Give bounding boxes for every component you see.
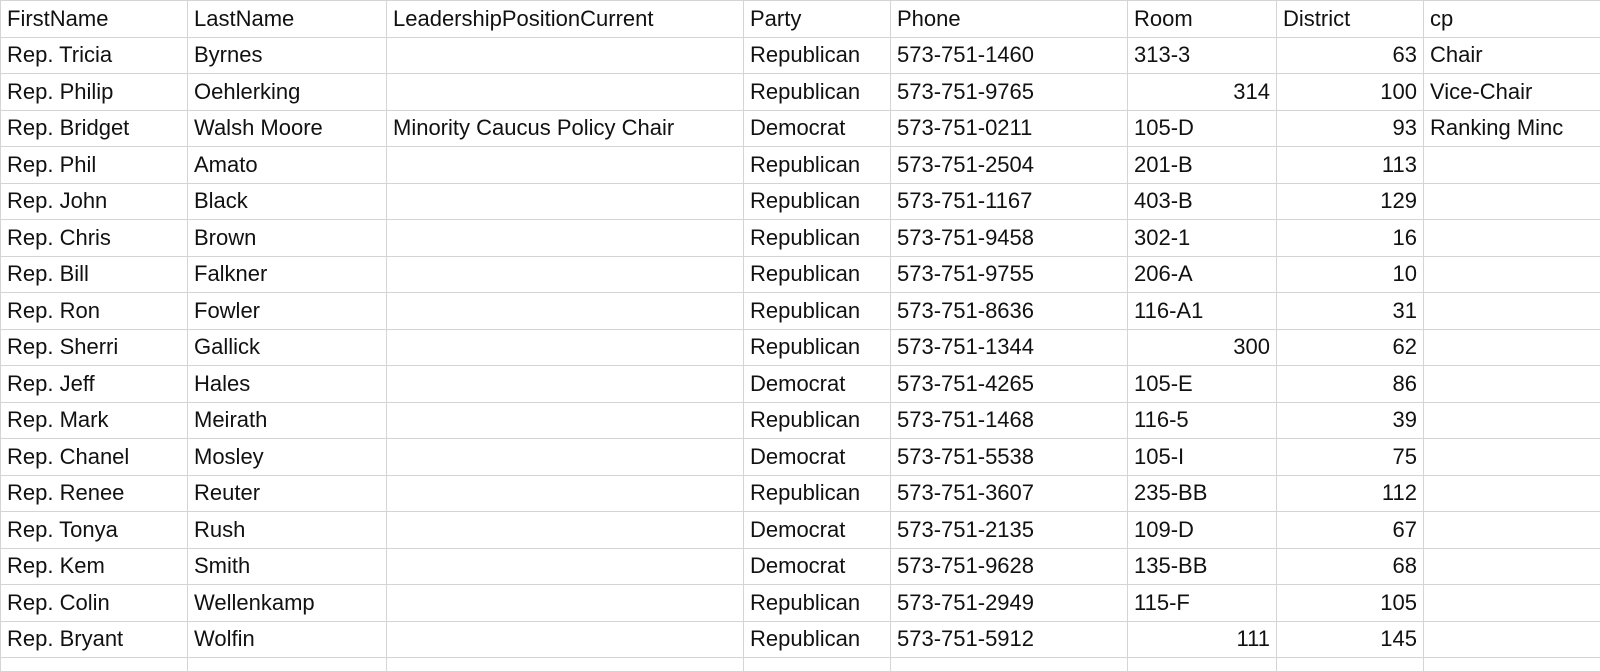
cell-room[interactable]: 235-BB [1128, 475, 1277, 512]
cell-leadership[interactable] [387, 329, 744, 366]
cell-phone[interactable]: 573-751-1344 [891, 329, 1128, 366]
cell-cp[interactable] [1424, 621, 1600, 658]
cell-party[interactable]: Republican [744, 183, 891, 220]
cell-phone[interactable]: 573-751-1167 [891, 183, 1128, 220]
cell-room[interactable]: 201-B [1128, 147, 1277, 184]
cell-room[interactable]: 105-D [1128, 110, 1277, 147]
cell-leadership[interactable] [387, 475, 744, 512]
cell-phone[interactable]: 573-751-1460 [891, 37, 1128, 74]
cell-room[interactable]: 111 [1128, 621, 1277, 658]
header-cell-party[interactable]: Party [744, 1, 891, 38]
cell-party[interactable]: Republican [744, 74, 891, 111]
empty-cell[interactable] [744, 658, 891, 671]
cell-firstname[interactable]: Rep. Tricia [1, 37, 188, 74]
cell-district[interactable]: 10 [1277, 256, 1424, 293]
cell-leadership[interactable] [387, 256, 744, 293]
cell-lastname[interactable]: Byrnes [188, 37, 387, 74]
cell-leadership[interactable] [387, 585, 744, 622]
cell-room[interactable]: 105-I [1128, 439, 1277, 476]
cell-party[interactable]: Republican [744, 256, 891, 293]
header-cell-firstname[interactable]: FirstName [1, 1, 188, 38]
cell-lastname[interactable]: Rush [188, 512, 387, 549]
cell-leadership[interactable] [387, 147, 744, 184]
cell-party[interactable]: Republican [744, 220, 891, 257]
cell-room[interactable]: 403-B [1128, 183, 1277, 220]
header-cell-cp[interactable]: cp [1424, 1, 1600, 38]
cell-cp[interactable] [1424, 512, 1600, 549]
cell-phone[interactable]: 573-751-4265 [891, 366, 1128, 403]
cell-party[interactable]: Democrat [744, 512, 891, 549]
cell-room[interactable]: 135-BB [1128, 548, 1277, 585]
cell-party[interactable]: Republican [744, 329, 891, 366]
cell-party[interactable]: Republican [744, 293, 891, 330]
cell-party[interactable]: Republican [744, 37, 891, 74]
cell-lastname[interactable]: Gallick [188, 329, 387, 366]
cell-leadership[interactable] [387, 293, 744, 330]
cell-district[interactable]: 100 [1277, 74, 1424, 111]
cell-party[interactable]: Democrat [744, 110, 891, 147]
cell-lastname[interactable]: Wellenkamp [188, 585, 387, 622]
table-row [1, 147, 1600, 184]
cell-leadership[interactable] [387, 74, 744, 111]
empty-cell[interactable] [891, 658, 1128, 671]
cell-lastname[interactable]: Amato [188, 147, 387, 184]
cell-party[interactable]: Democrat [744, 548, 891, 585]
empty-cell[interactable] [188, 658, 387, 671]
cell-cp[interactable] [1424, 402, 1600, 439]
cell-lastname[interactable]: Mosley [188, 439, 387, 476]
table-row [1, 548, 1600, 585]
cell-firstname[interactable]: Rep. Sherri [1, 329, 188, 366]
cell-party[interactable]: Republican [744, 621, 891, 658]
table-row [1, 37, 1600, 74]
cell-cp[interactable] [1424, 220, 1600, 257]
cell-firstname[interactable]: Rep. Renee [1, 475, 188, 512]
cell-firstname[interactable]: Rep. Ron [1, 293, 188, 330]
cell-phone[interactable]: 573-751-9628 [891, 548, 1128, 585]
table-row [1, 439, 1600, 476]
cell-leadership[interactable] [387, 183, 744, 220]
cell-leadership[interactable] [387, 439, 744, 476]
cell-party[interactable]: Republican [744, 585, 891, 622]
cell-cp[interactable] [1424, 329, 1600, 366]
cell-party[interactable]: Republican [744, 475, 891, 512]
cell-cp[interactable] [1424, 366, 1600, 403]
table-row [1, 256, 1600, 293]
cell-cp[interactable] [1424, 439, 1600, 476]
cell-firstname[interactable]: Rep. Bridget [1, 110, 188, 147]
cell-lastname[interactable]: Wolfin [188, 621, 387, 658]
cell-firstname[interactable]: Rep. Jeff [1, 366, 188, 403]
cell-lastname[interactable]: Falkner [188, 256, 387, 293]
cell-phone[interactable]: 573-751-1468 [891, 402, 1128, 439]
table-row [1, 329, 1600, 366]
cell-leadership[interactable] [387, 548, 744, 585]
cell-room[interactable]: 300 [1128, 329, 1277, 366]
cell-district[interactable]: 75 [1277, 439, 1424, 476]
cell-district[interactable]: 129 [1277, 183, 1424, 220]
cell-phone[interactable]: 573-751-2504 [891, 147, 1128, 184]
cell-room[interactable]: 109-D [1128, 512, 1277, 549]
cell-firstname[interactable]: Rep. Chanel [1, 439, 188, 476]
cell-district[interactable]: 68 [1277, 548, 1424, 585]
cell-firstname[interactable]: Rep. Colin [1, 585, 188, 622]
empty-cell[interactable] [1, 658, 188, 671]
cell-lastname[interactable]: Hales [188, 366, 387, 403]
table-row [1, 475, 1600, 512]
cell-district[interactable]: 113 [1277, 147, 1424, 184]
cell-party[interactable]: Democrat [744, 439, 891, 476]
cell-lastname[interactable]: Black [188, 183, 387, 220]
cell-district[interactable]: 86 [1277, 366, 1424, 403]
table-row [1, 585, 1600, 622]
cell-firstname[interactable]: Rep. Mark [1, 402, 188, 439]
cell-party[interactable]: Democrat [744, 366, 891, 403]
cell-phone[interactable]: 573-751-2949 [891, 585, 1128, 622]
table-row [1, 366, 1600, 403]
cell-lastname[interactable]: Oehlerking [188, 74, 387, 111]
cell-leadership[interactable] [387, 37, 744, 74]
cell-phone[interactable]: 573-751-8636 [891, 293, 1128, 330]
header-cell-room[interactable]: Room [1128, 1, 1277, 38]
cell-phone[interactable]: 573-751-5912 [891, 621, 1128, 658]
empty-row [1, 658, 1600, 671]
cell-cp[interactable]: Vice-Chair [1424, 74, 1600, 111]
cell-lastname[interactable]: Reuter [188, 475, 387, 512]
header-row [1, 1, 1600, 38]
cell-lastname[interactable]: Brown [188, 220, 387, 257]
cell-room[interactable]: 313-3 [1128, 37, 1277, 74]
cell-cp[interactable] [1424, 147, 1600, 184]
table-row [1, 183, 1600, 220]
cell-leadership[interactable] [387, 366, 744, 403]
header-cell-lastname[interactable]: LastName [188, 1, 387, 38]
cell-cp[interactable] [1424, 548, 1600, 585]
cell-phone[interactable]: 573-751-9765 [891, 74, 1128, 111]
cell-leadership[interactable] [387, 402, 744, 439]
header-cell-phone[interactable]: Phone [891, 1, 1128, 38]
cell-phone[interactable]: 573-751-0211 [891, 110, 1128, 147]
cell-firstname[interactable]: Rep. Philip [1, 74, 188, 111]
cell-cp[interactable] [1424, 256, 1600, 293]
header-cell-district[interactable]: District [1277, 1, 1424, 38]
cell-firstname[interactable]: Rep. John [1, 183, 188, 220]
cell-district[interactable]: 39 [1277, 402, 1424, 439]
cell-leadership[interactable] [387, 512, 744, 549]
cell-cp[interactable]: Chair [1424, 37, 1600, 74]
empty-cell[interactable] [1277, 658, 1424, 671]
cell-cp[interactable] [1424, 585, 1600, 622]
cell-district[interactable]: 62 [1277, 329, 1424, 366]
cell-district[interactable]: 145 [1277, 621, 1424, 658]
cell-district[interactable]: 16 [1277, 220, 1424, 257]
cell-lastname[interactable]: Meirath [188, 402, 387, 439]
cell-district[interactable]: 67 [1277, 512, 1424, 549]
cell-phone[interactable]: 573-751-9755 [891, 256, 1128, 293]
cell-room[interactable]: 115-F [1128, 585, 1277, 622]
table-row [1, 220, 1600, 257]
cell-phone[interactable]: 573-751-3607 [891, 475, 1128, 512]
cell-firstname[interactable]: Rep. Chris [1, 220, 188, 257]
cell-phone[interactable]: 573-751-9458 [891, 220, 1128, 257]
empty-cell[interactable] [1424, 658, 1600, 671]
empty-cell[interactable] [387, 658, 744, 671]
cell-room[interactable]: 116-5 [1128, 402, 1277, 439]
cell-district[interactable]: 63 [1277, 37, 1424, 74]
cell-firstname[interactable]: Rep. Phil [1, 147, 188, 184]
table-row [1, 512, 1600, 549]
cell-party[interactable]: Republican [744, 402, 891, 439]
table-row [1, 293, 1600, 330]
table-row [1, 402, 1600, 439]
cell-district[interactable]: 112 [1277, 475, 1424, 512]
cell-cp[interactable] [1424, 183, 1600, 220]
cell-phone[interactable]: 573-751-2135 [891, 512, 1128, 549]
header-cell-leadership[interactable]: LeadershipPositionCurrent [387, 1, 744, 38]
cell-cp[interactable]: Ranking Minc [1424, 110, 1600, 147]
cell-district[interactable]: 105 [1277, 585, 1424, 622]
cell-room[interactable]: 105-E [1128, 366, 1277, 403]
cell-leadership[interactable] [387, 220, 744, 257]
cell-district[interactable]: 31 [1277, 293, 1424, 330]
cell-lastname[interactable]: Fowler [188, 293, 387, 330]
cell-phone[interactable]: 573-751-5538 [891, 439, 1128, 476]
cell-room[interactable]: 302-1 [1128, 220, 1277, 257]
cell-room[interactable]: 206-A [1128, 256, 1277, 293]
empty-cell[interactable] [1128, 658, 1277, 671]
cell-lastname[interactable]: Smith [188, 548, 387, 585]
cell-cp[interactable] [1424, 475, 1600, 512]
cell-district[interactable]: 93 [1277, 110, 1424, 147]
cell-firstname[interactable]: Rep. Kem [1, 548, 188, 585]
cell-room[interactable]: 314 [1128, 74, 1277, 111]
cell-firstname[interactable]: Rep. Tonya [1, 512, 188, 549]
cell-party[interactable]: Republican [744, 147, 891, 184]
table-row [1, 110, 1600, 147]
cell-leadership[interactable]: Minority Caucus Policy Chair [387, 110, 744, 147]
grid-body [1, 37, 1600, 671]
cell-cp[interactable] [1424, 293, 1600, 330]
table-row [1, 74, 1600, 111]
cell-room[interactable]: 116-A1 [1128, 293, 1277, 330]
cell-leadership[interactable] [387, 621, 744, 658]
table-row [1, 621, 1600, 658]
cell-firstname[interactable]: Rep. Bryant [1, 621, 188, 658]
cell-firstname[interactable]: Rep. Bill [1, 256, 188, 293]
cell-lastname[interactable]: Walsh Moore [188, 110, 387, 147]
